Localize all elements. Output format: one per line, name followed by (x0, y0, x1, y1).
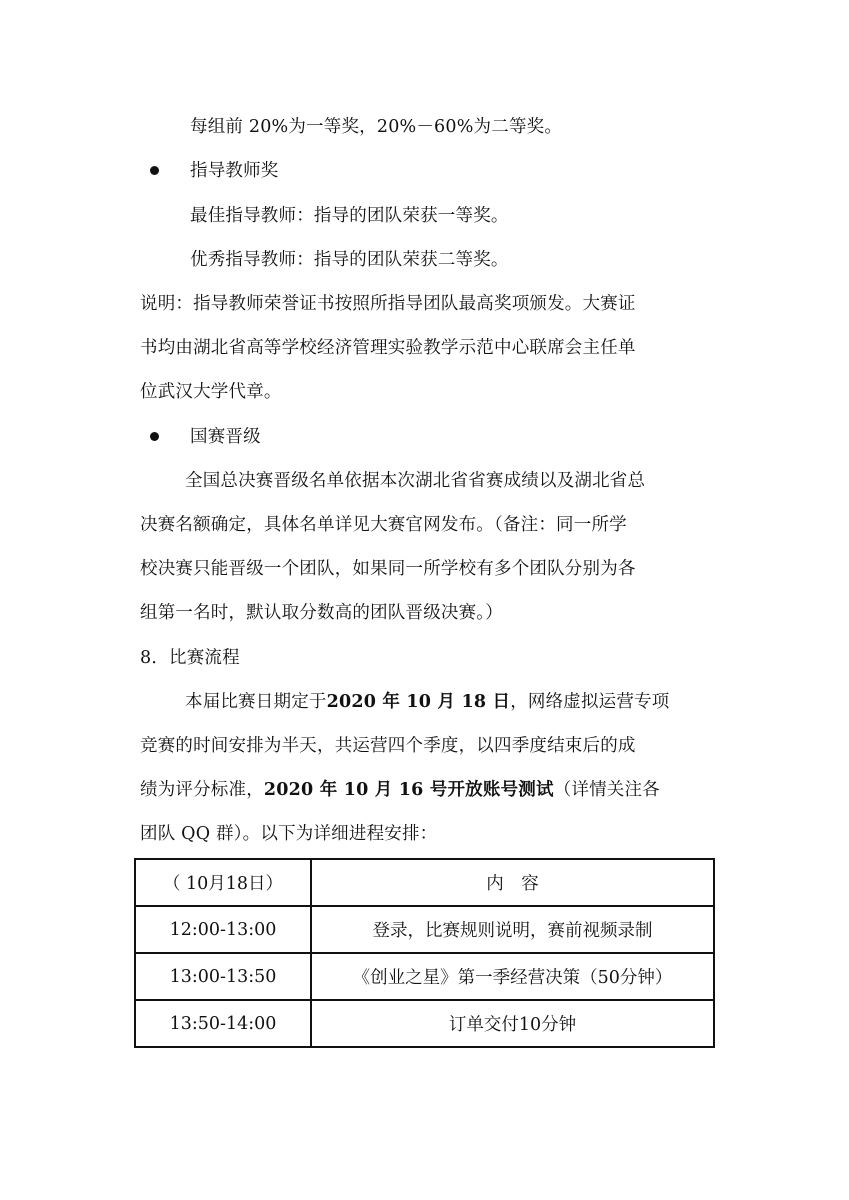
table-row (135, 906, 714, 953)
excellent-instructor-text: 优秀指导教师：指导的团队荣获二等奖。 (190, 250, 509, 270)
advance-line-2: 决赛名额确定，具体名单详见大赛官网发布。（备注：同一所学 (140, 515, 627, 535)
advance-line-1: 全国总决赛晋级名单依据本次湖北省省赛成绩以及湖北省总 (185, 471, 646, 491)
note-line-2: 书均由湖北省高等学校经济管理实验教学示范中心联席会主任单 (140, 338, 636, 358)
best-instructor-text: 最佳指导教师：指导的团队荣获一等奖。 (190, 206, 509, 226)
table-header-row (135, 859, 714, 906)
schedule-line-3-c: （详情关注各 (553, 780, 660, 800)
table-row (135, 1000, 714, 1047)
schedule-line-1-a: 本届比赛日期定于 (185, 692, 327, 712)
table-header-date: （ 10月18日） (135, 859, 311, 906)
table-cell-content: 《创业之星》第一季经营决策（50分钟） (311, 953, 714, 1000)
note-line-1: 说明：指导教师荣誉证书按照所指导团队最高奖项颁发。大赛证 (140, 294, 636, 314)
table-row (135, 953, 714, 1000)
competition-date: 2020 年 10 月 18 日 (326, 692, 511, 712)
schedule-line-3 (140, 779, 660, 801)
table-header-content: 内 容 (311, 859, 714, 906)
schedule-line-4: 团队 QQ 群）。以下为详细进程安排： (140, 824, 438, 844)
table-cell-time: 12:00-13:00 (135, 906, 311, 953)
bullet-icon (150, 432, 159, 441)
note-line-3: 位武汉大学代章。 (140, 382, 282, 402)
schedule-line-1-c: ，网络虚拟运营专项 (510, 692, 670, 712)
table-cell-content: 登录，比赛规则说明，赛前视频录制 (311, 906, 714, 953)
table-cell-content: 订单交付10分钟 (311, 1000, 714, 1047)
table-cell-time: 13:50-14:00 (135, 1000, 311, 1047)
instructor-award-heading: 指导教师奖 (190, 161, 279, 181)
bullet-icon (150, 166, 159, 175)
section-8-heading: 8．比赛流程 (140, 648, 240, 668)
advance-line-3: 校决赛只能晋级一个团队，如果同一所学校有多个团队分别为各 (140, 559, 636, 579)
schedule-line-1 (185, 691, 670, 713)
award-ratio-text: 每组前 20%为一等奖，20%－60%为二等奖。 (190, 117, 563, 137)
advance-line-4: 组第一名时，默认取分数高的团队晋级决赛。） (140, 603, 503, 623)
schedule-table (134, 858, 715, 1048)
schedule-line-2: 竞赛的时间安排为半天，共运营四个季度，以四季度结束后的成 (140, 736, 636, 756)
table-cell-time: 13:00-13:50 (135, 953, 311, 1000)
national-advance-heading: 国赛晋级 (190, 427, 261, 447)
schedule-line-3-a: 绩为评分标准， (140, 780, 264, 800)
account-test-date: 2020 年 10 月 16 号开放账号测试 (263, 780, 554, 800)
